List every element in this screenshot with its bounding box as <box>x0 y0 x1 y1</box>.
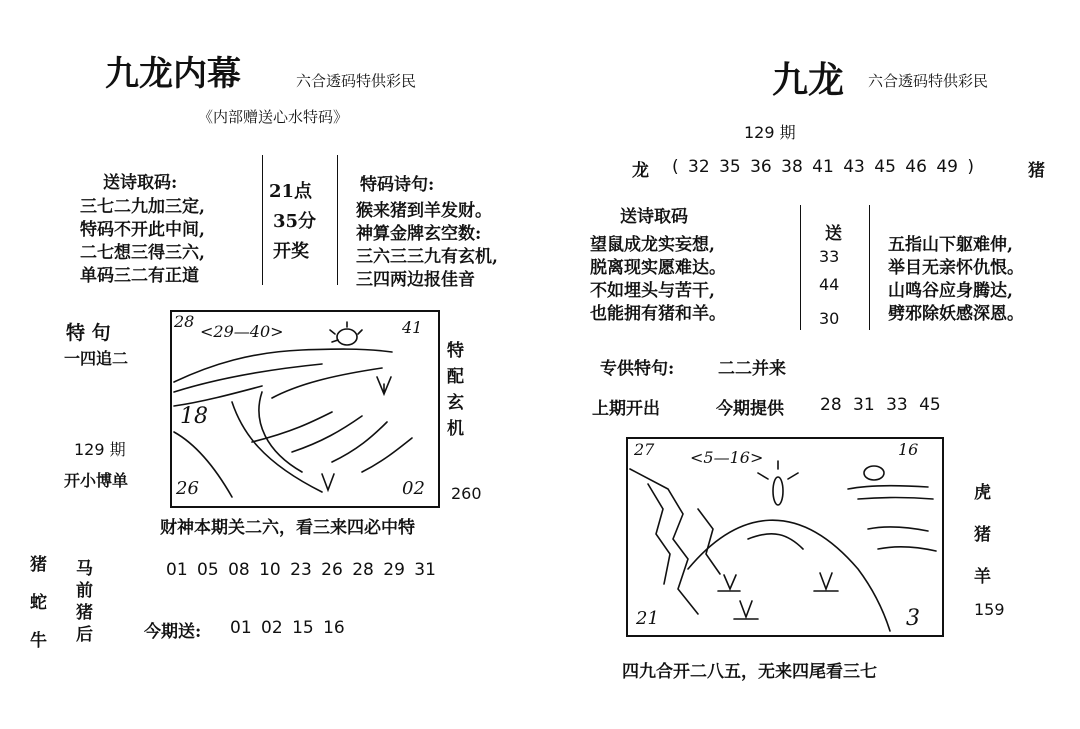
send-box-label: 送 <box>825 224 842 244</box>
number-159: 159 <box>974 600 1005 619</box>
vertical-char: 配 <box>447 367 464 387</box>
dragon-numbers: ( 32 35 36 38 41 43 45 46 49 ) <box>672 157 974 177</box>
horse-vertical <box>76 558 93 646</box>
dragon-prefix: 龙 <box>632 161 649 181</box>
poem-line: 三四两边报佳音 <box>356 269 475 290</box>
vertical-char: 特 <box>447 341 464 361</box>
left-title: 九龙内幕 <box>105 54 241 94</box>
poem-line: 单码三二有正道 <box>80 265 199 286</box>
time-box-minute: 35分 <box>273 211 317 232</box>
poem-line: 举目无亲怀仇恨。 <box>888 257 1024 278</box>
left-pic-range: <29—40> <box>200 322 284 341</box>
vertical-char: 羊 <box>974 567 991 587</box>
right-poem-right <box>888 234 1024 326</box>
vertical-char: 马 <box>76 559 93 579</box>
poem-line: 脱离现实愿难达。 <box>590 257 726 278</box>
poem-line: 二七想三得三六, <box>80 242 205 263</box>
left-issue: 129 期 <box>74 440 126 459</box>
left-pic-num-tr: 41 <box>402 318 423 337</box>
vertical-char: 玄 <box>447 393 464 413</box>
poem-line: 不如埋头与苦干, <box>590 280 715 301</box>
vertical-char: 虎 <box>974 483 991 503</box>
vertical-char: 猪 <box>76 603 93 623</box>
time-box <box>262 155 338 285</box>
time-box-draw: 开奖 <box>273 241 309 262</box>
special-sentence-label: 特 句 <box>66 322 111 344</box>
left-pic-num-bl: 26 <box>176 478 199 499</box>
send-label: 今期送: <box>144 622 202 642</box>
dragon-suffix: 猪 <box>1028 161 1045 181</box>
last-label: 上期开出 <box>592 399 660 419</box>
poem-line: 三六三三九有玄机, <box>356 246 498 267</box>
right-pic-num-br: 3 <box>906 606 920 631</box>
poem-line: 望鼠成龙实妄想, <box>590 235 715 255</box>
poem-line: 猴来猪到羊发财。 <box>356 201 492 221</box>
send-box-number: 33 <box>819 247 840 266</box>
provide-numbers: 28 31 33 45 <box>820 395 941 415</box>
fortune-line: 财神本期关二六，看三来四必中特 <box>160 518 415 538</box>
right-tagline: 六合透码特供彩民 <box>868 72 989 90</box>
right-poem-heading: 送诗取码 <box>620 207 688 227</box>
small-bet: 开小博单 <box>64 471 129 490</box>
special-vertical <box>447 338 464 442</box>
special-label: 专供特句: <box>600 359 675 379</box>
send-numbers: 01 02 15 16 <box>230 618 345 638</box>
send-box <box>800 205 870 330</box>
numbers-row: 01 05 08 10 23 26 28 29 31 <box>166 560 436 580</box>
left-pic-num-br: 02 <box>402 478 425 499</box>
right-pic-range: <5—16> <box>690 448 764 467</box>
left-pic-num-tl: 28 <box>174 312 195 331</box>
time-box-hour: 21点 <box>269 181 313 202</box>
vertical-char: 前 <box>76 581 93 601</box>
right-issue: 129 期 <box>744 123 796 142</box>
send-box-number: 44 <box>819 275 840 294</box>
right-pic-num-tr: 16 <box>898 440 919 459</box>
poem-line: 三七二九加三定, <box>80 197 205 217</box>
vertical-char: 猪 <box>974 525 991 545</box>
special-value: 二二并来 <box>718 359 786 379</box>
poem-line: 也能拥有猪和羊。 <box>590 303 726 324</box>
right-pic-num-bl: 21 <box>636 608 659 629</box>
left-poem-special-lines <box>356 200 498 292</box>
vertical-char: 后 <box>76 625 93 645</box>
left-poem-send-heading: 送诗取码: <box>103 173 178 193</box>
poem-line: 神算金牌玄空数: <box>356 223 482 244</box>
right-title: 九龙 <box>772 59 845 101</box>
right-poem-left <box>590 234 726 326</box>
left-subtitle: 《内部赠送心水特码》 <box>198 108 349 126</box>
vertical-char: 机 <box>447 419 464 439</box>
poem-line: 五指山下躯难伸, <box>888 235 1013 255</box>
zodiac-vertical <box>974 472 991 598</box>
left-poem-special-heading: 特码诗句: <box>360 175 435 195</box>
special-sentence-value: 一四追二 <box>64 349 129 368</box>
number-260: 260 <box>451 484 482 503</box>
poem-line: 劈邪除妖感深恩。 <box>888 303 1024 324</box>
vertical-char: 牛 <box>30 631 47 651</box>
right-pic-num-tl: 27 <box>634 440 655 459</box>
left-tagline: 六合透码特供彩民 <box>296 72 417 90</box>
right-sketch-picture <box>626 437 944 637</box>
animals-vertical <box>30 546 47 660</box>
left-pic-num-ml: 18 <box>180 404 208 429</box>
bottom-line: 四九合开二八五，无来四尾看三七 <box>622 662 877 682</box>
send-box-number: 30 <box>819 309 840 328</box>
left-poem-send-lines <box>80 196 205 288</box>
vertical-char: 蛇 <box>30 593 47 613</box>
poem-line: 特码不开此中间, <box>80 219 205 240</box>
provide-label: 今期提供 <box>716 399 784 419</box>
vertical-char: 猪 <box>30 555 47 575</box>
poem-line: 山鸣谷应身腾达, <box>888 280 1013 301</box>
